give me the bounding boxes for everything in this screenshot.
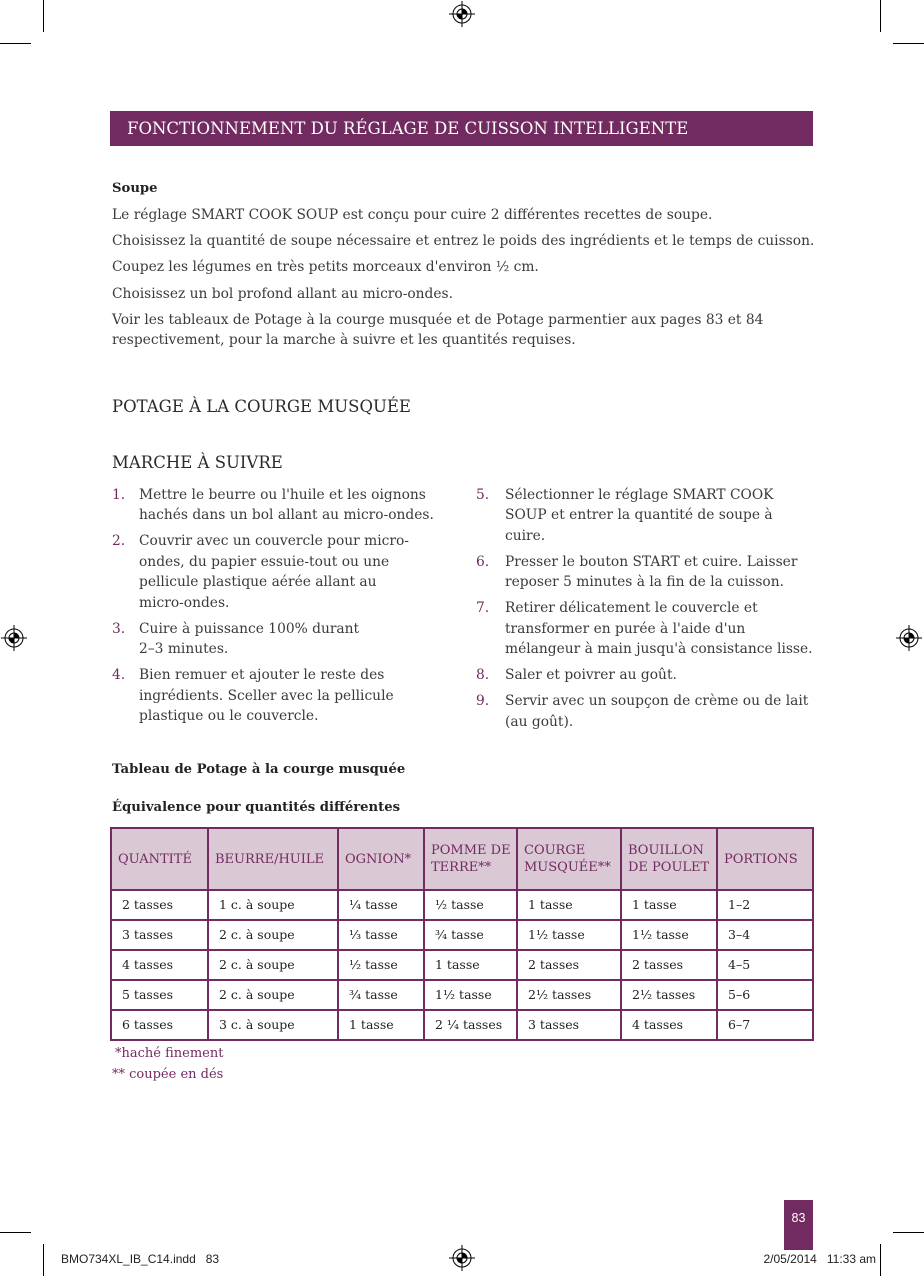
table-cell: 1 tasse bbox=[424, 950, 517, 980]
table-cell: 2 ¼ tasses bbox=[424, 1010, 517, 1040]
table-title: Tableau de Potage à la courge musquée bbox=[112, 762, 406, 777]
table-cell: 1–2 bbox=[717, 890, 813, 920]
footnote-onion: *haché finement bbox=[115, 1045, 224, 1061]
step-7 bbox=[476, 598, 813, 660]
page-number: 83 bbox=[791, 1211, 806, 1225]
intro-paragraph: Le réglage SMART COOK SOUP est conçu pour cuire 2 différentes recettes de soupe. bbox=[112, 207, 713, 223]
table-cell: 1 c. à soupe bbox=[208, 890, 338, 920]
intro-paragraph: Coupez les légumes en très petits morceaux d'environ ½ cm. bbox=[112, 259, 539, 276]
table-cell: 6 tasses bbox=[111, 1010, 208, 1040]
table-cell: 3–4 bbox=[717, 920, 813, 950]
table-cell: 1 tasse bbox=[621, 890, 717, 920]
equivalence-table bbox=[110, 827, 814, 1041]
intro-paragraph: Choisissez la quantité de soupe nécessaire et entrez le poids des ingrédients et le temps de cuisson. bbox=[112, 233, 815, 250]
table-cell: 3 tasses bbox=[517, 1010, 621, 1040]
steps-heading: MARCHE À SUIVRE bbox=[112, 453, 283, 472]
steps-right-column bbox=[476, 485, 813, 738]
step-4 bbox=[112, 665, 434, 727]
registration-mark-top-icon bbox=[449, 1, 475, 27]
step-number: 7. bbox=[476, 600, 490, 617]
step-number: 4. bbox=[112, 667, 126, 684]
section-header-title: FONCTIONNEMENT DU RÉGLAGE DE CUISSON INTELLIGENTE bbox=[127, 119, 689, 138]
table-cell: ¾ tasse bbox=[338, 980, 424, 1010]
crop-mark-top-left-horizontal bbox=[0, 43, 31, 44]
step-text: Couvrir avec un couvercle pour micro- ondes, du papier essuie-tout ou une pellicule plastique aérée allant au micro-ondes. bbox=[139, 533, 409, 611]
intro-paragraph: Voir les tableaux de Potage à la courge musquée et de Potage parmentier aux pages 83 et 84 respectivement, pour la marche à suivre et les quantités requises. bbox=[112, 311, 764, 348]
footnote-diced: ** coupée en dés bbox=[112, 1066, 224, 1082]
table-header-bouillon-de-poulet: BOUILLON DE POULET bbox=[621, 828, 717, 890]
table-row bbox=[111, 920, 813, 950]
table-subtitle: Équivalence pour quantités différentes bbox=[112, 800, 401, 815]
step-9 bbox=[476, 691, 813, 732]
registration-mark-bottom-icon bbox=[449, 1245, 475, 1271]
crop-mark-top-right-vertical bbox=[880, 0, 881, 32]
crop-mark-bottom-right-vertical bbox=[880, 1244, 881, 1276]
registration-mark-left-icon bbox=[1, 625, 27, 651]
registration-mark-right-icon bbox=[896, 625, 922, 651]
table-row bbox=[111, 980, 813, 1010]
table-header-ognion: OGNION* bbox=[338, 828, 424, 890]
step-text: Sélectionner le réglage SMART COOK SOUP et entrer la quantité de soupe à cuire. bbox=[505, 486, 774, 544]
step-text: Mettre le beurre ou l'huile et les oignons hachés dans un bol allant au micro-ondes. bbox=[139, 486, 434, 524]
step-text: Saler et poivrer au goût. bbox=[505, 667, 677, 684]
table-cell: 4 tasses bbox=[111, 950, 208, 980]
table-row bbox=[111, 1010, 813, 1040]
intro-text bbox=[112, 205, 814, 356]
step-number: 5. bbox=[476, 486, 490, 503]
step-5 bbox=[476, 485, 813, 547]
table-row bbox=[111, 950, 813, 980]
table-cell: ½ tasse bbox=[338, 950, 424, 980]
table-cell: 5 tasses bbox=[111, 980, 208, 1010]
crop-mark-bottom-right-horizontal bbox=[893, 1232, 924, 1233]
table-cell: 3 tasses bbox=[111, 920, 208, 950]
table-cell: 2 c. à soupe bbox=[208, 950, 338, 980]
step-number: 8. bbox=[476, 667, 490, 684]
step-number: 2. bbox=[112, 533, 126, 550]
table-cell: 5–6 bbox=[717, 980, 813, 1010]
table-header-quantite: QUANTITÉ bbox=[111, 828, 208, 890]
step-text: Retirer délicatement le couvercle et transformer en purée à l'aide d'un mélangeur à main jusqu'à consistance lisse. bbox=[505, 600, 813, 658]
table-cell: 2½ tasses bbox=[517, 980, 621, 1010]
table-footnotes bbox=[112, 1043, 223, 1085]
step-8 bbox=[476, 665, 813, 686]
table-cell: 2 c. à soupe bbox=[208, 920, 338, 950]
table-cell: 1½ tasse bbox=[424, 980, 517, 1010]
step-text: Bien remuer et ajouter le reste des ingrédients. Sceller avec la pellicule plastique ou le couvercle. bbox=[139, 667, 394, 725]
table-cell: 1½ tasse bbox=[517, 920, 621, 950]
step-text: Cuire à puissance 100% durant 2–3 minutes. bbox=[139, 620, 360, 658]
step-number: 9. bbox=[476, 693, 490, 710]
table-cell: 2 tasses bbox=[111, 890, 208, 920]
crop-mark-bottom-left-horizontal bbox=[0, 1232, 31, 1233]
table-header-portions: PORTIONS bbox=[717, 828, 813, 890]
table-cell: ¼ tasse bbox=[338, 890, 424, 920]
step-3 bbox=[112, 619, 434, 660]
table-cell: 2 c. à soupe bbox=[208, 980, 338, 1010]
table-header-row bbox=[111, 828, 813, 890]
step-number: 1. bbox=[112, 486, 126, 503]
step-number: 3. bbox=[112, 620, 126, 637]
soupe-heading: Soupe bbox=[112, 181, 158, 196]
table-header-pomme-de-terre: POMME DE TERRE** bbox=[424, 828, 517, 890]
table-row bbox=[111, 890, 813, 920]
steps-left-column bbox=[112, 485, 434, 733]
table-cell: 2 tasses bbox=[621, 950, 717, 980]
table-header-courge-musquee: COURGE MUSQUÉE** bbox=[517, 828, 621, 890]
recipe-title: POTAGE À LA COURGE MUSQUÉE bbox=[112, 397, 411, 416]
table-cell: 3 c. à soupe bbox=[208, 1010, 338, 1040]
table-header-beurre-huile: BEURRE/HUILE bbox=[208, 828, 338, 890]
table-cell: 4–5 bbox=[717, 950, 813, 980]
slug-timestamp: 2/05/2014 11:33 am bbox=[763, 1252, 876, 1266]
table-cell: 1 tasse bbox=[517, 890, 621, 920]
step-text: Servir avec un soupçon de crème ou de lait (au goût). bbox=[505, 693, 809, 730]
table-cell: ¾ tasse bbox=[424, 920, 517, 950]
table-cell: ½ tasse bbox=[424, 890, 517, 920]
step-1 bbox=[112, 485, 434, 526]
step-6 bbox=[476, 552, 813, 593]
table-cell: 2 tasses bbox=[517, 950, 621, 980]
section-header-bar bbox=[110, 111, 813, 146]
page-number-tab bbox=[784, 1200, 813, 1250]
table-cell: ⅓ tasse bbox=[338, 920, 424, 950]
table-cell: 2½ tasses bbox=[621, 980, 717, 1010]
table-cell: 1 tasse bbox=[338, 1010, 424, 1040]
table-cell: 4 tasses bbox=[621, 1010, 717, 1040]
step-2 bbox=[112, 531, 434, 613]
step-text: Presser le bouton START et cuire. Laisser reposer 5 minutes à la fin de la cuisson. bbox=[505, 553, 798, 591]
crop-mark-bottom-left-vertical bbox=[43, 1244, 44, 1276]
crop-mark-top-right-horizontal bbox=[893, 43, 924, 44]
table-cell: 6–7 bbox=[717, 1010, 813, 1040]
slug-filename: BMO734XL_IB_C14.indd 83 bbox=[61, 1252, 220, 1266]
intro-paragraph: Choisissez un bol profond allant au micro-ondes. bbox=[112, 285, 454, 302]
table-cell: 1½ tasse bbox=[621, 920, 717, 950]
step-number: 6. bbox=[476, 553, 490, 570]
crop-mark-top-left-vertical bbox=[43, 0, 44, 32]
